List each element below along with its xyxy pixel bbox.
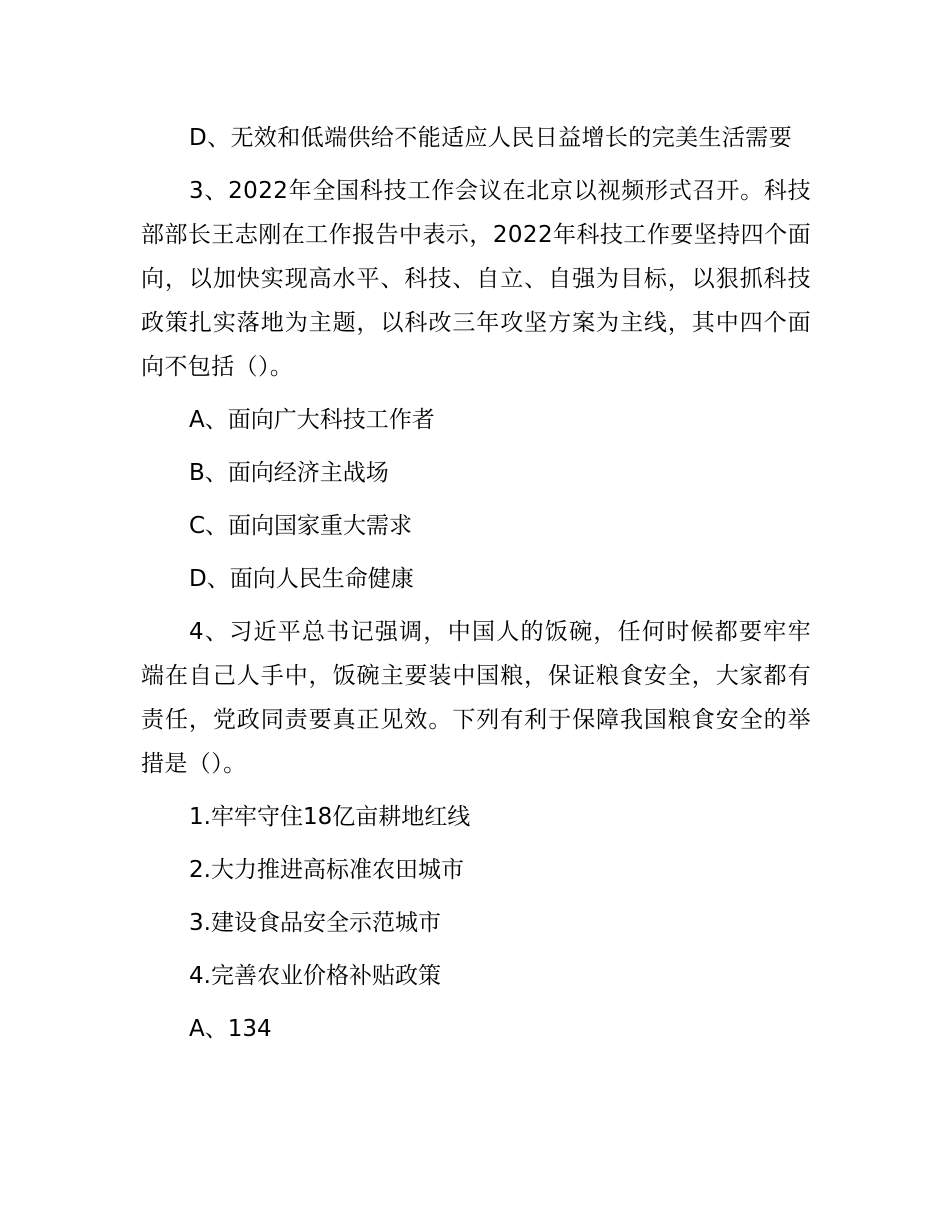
- question-3-option-c: C、面向国家重大需求: [189, 513, 413, 539]
- question-4-item-1: 1.牢牢守住18亿亩耕地红线: [189, 804, 471, 830]
- question-3-option-a: A、面向广大科技工作者: [189, 407, 435, 433]
- question-3-text: 3、2022年全国科技工作会议在北京以视频形式召开。科技部部长王志刚在工作报告中表示，2022年科技工作要坚持四个面向，以加快实现高水平、科技、自立、自强为目标，以狠抓科技政策扎实落地为主题，以科改三年攻坚方案为主线，其中四个面向不包括（）。: [141, 178, 811, 380]
- document-body: [141, 116, 811, 1060]
- question-4-option-a: A、134: [189, 1016, 272, 1042]
- question-4-item-2: 2.大力推进高标准农田城市: [189, 857, 464, 883]
- question-4-item-3: 3.建设食品安全示范城市: [189, 910, 441, 936]
- question-3-option-b: B、面向经济主战场: [189, 460, 389, 486]
- question-3-option-d: D、面向人民生命健康: [189, 566, 414, 592]
- question-4-item-4: 4.完善农业价格补贴政策: [189, 963, 441, 989]
- option-d-prev-question: D、无效和低端供给不能适应人民日益增长的完美生活需要: [189, 125, 793, 151]
- question-4-text: 4、习近平总书记强调，中国人的饭碗，任何时候都要牢牢端在自己人手中，饭碗主要装中国粮，保证粮食安全，大家都有责任，党政同责要真正见效。下列有利于保障我国粮食安全的举措是（）。: [141, 619, 811, 777]
